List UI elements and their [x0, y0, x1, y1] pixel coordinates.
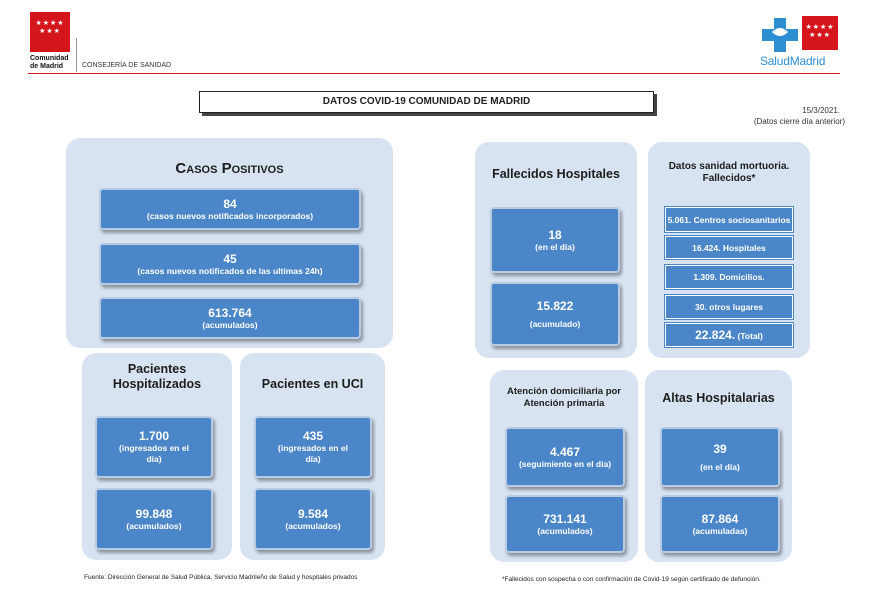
mortuoria-otros-text: 30. otros lugares — [694, 302, 764, 312]
casos-acumulados-box: 613.764 (acumulados) — [99, 297, 361, 339]
mortuoria-hospitales-text: 16.424. Hospitales — [692, 242, 766, 253]
comunidad-madrid-name: Comunidad de Madrid — [30, 55, 69, 70]
mortuoria-total-box — [665, 323, 793, 347]
mortuoria-hospitales-box — [665, 236, 793, 259]
hospitalizados-title: Pacientes Hospitalizados — [112, 362, 202, 391]
mortuoria-domicilios-box — [665, 265, 793, 289]
salud-madrid-name: SaludMadrid — [760, 54, 826, 68]
fallecidos-acumulado-box: 15.822 (acumulado) — [490, 282, 620, 346]
atencion-domiciliaria-title: Atención domiciliaria por Atención primaria — [506, 386, 622, 409]
source-footnote: Fuente: Dirección General de Salud Pública, Servicio Madrileño de Salud y hospitales privados — [84, 574, 358, 581]
altas-acumuladas-box: 87.864 (acumuladas) — [660, 495, 780, 553]
salud-madrid-cross-icon — [762, 18, 798, 52]
mortuoria-sociosanitarios-box — [665, 207, 793, 232]
casos-positivos-title: Casos Positivos — [175, 160, 284, 177]
hospitalizados-dia-box: 1.700 (ingresados en el día) — [95, 416, 213, 478]
header-divider — [76, 38, 77, 72]
star-icon: ★★★★ ★★★ — [805, 24, 835, 39]
fallecidos-dia-box: 18 (en el día) — [490, 207, 620, 273]
uci-dia-box: 435 (ingresados en el día) — [254, 416, 372, 478]
fallecidos-footnote: *Fallecidos con sospecha o con confirmación de Covid-19 según certificado de defunción. — [502, 576, 761, 583]
report-date-note: (Datos cierre día anterior) — [753, 117, 845, 126]
page-title: DATOS COVID-19 COMUNIDAD DE MADRID — [199, 91, 654, 113]
altas-dia-box: 39 (en el día) — [660, 427, 780, 487]
casos-nuevos-24h-box: 45 (casos nuevos notificados de las ultimas 24h) — [99, 243, 361, 285]
uci-title: Pacientes en UCI — [261, 377, 364, 391]
department-name: CONSEJERÍA DE SANIDAD — [82, 62, 172, 69]
mortuoria-title: Datos sanidad mortuoria. Fallecidos* — [668, 161, 790, 184]
atencion-acumulados-box: 731.141 (acumulados) — [505, 495, 625, 553]
header-rule — [28, 73, 840, 74]
atencion-dia-box: 4.467 (seguimiento en el día) — [505, 427, 625, 487]
mortuoria-sociosanitarios-text: 5.061. Centros sociosanitarios — [667, 214, 791, 225]
mortuoria-otros-box — [665, 295, 793, 319]
star-icon: ★★★★ ★★★ — [35, 20, 65, 35]
fallecidos-hospitales-title: Fallecidos Hospitales — [492, 167, 620, 181]
mortuoria-domicilios-text: 1.309. Domicilios. — [693, 272, 765, 282]
uci-acumulados-box: 9.584 (acumulados) — [254, 488, 372, 550]
altas-title: Altas Hospitalarias — [662, 391, 775, 405]
mortuoria-total-text: 22.824. (Total) — [695, 327, 763, 342]
hospitalizados-acumulados-box: 99.848 (acumulados) — [95, 488, 213, 550]
casos-nuevos-incorporados-box: 84 (casos nuevos notificados incorporados) — [99, 188, 361, 230]
report-date: 15/3/2021. — [802, 106, 840, 115]
